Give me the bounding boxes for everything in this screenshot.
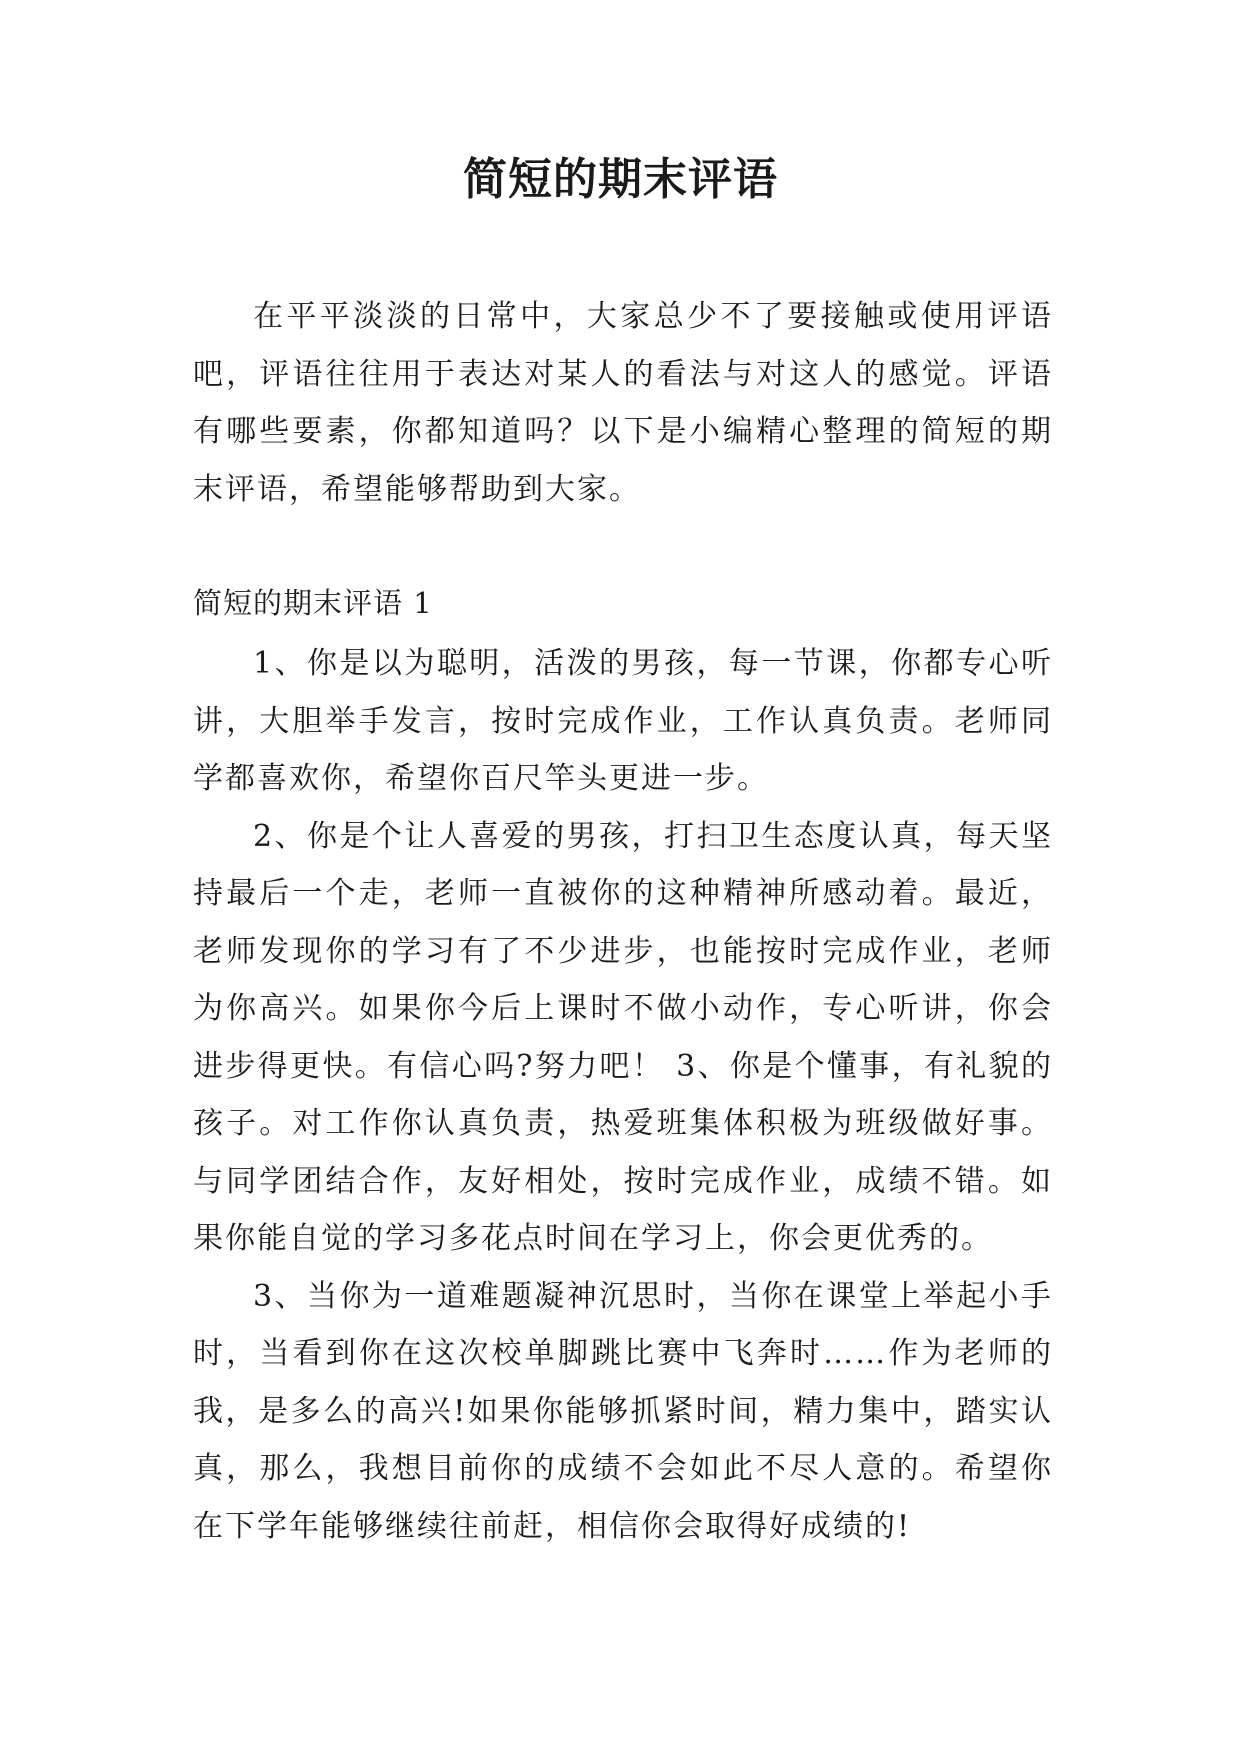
comment-paragraph-3: 3、当你为一道难题凝神沉思时，当你在课堂上举起小手时，当看到你在这次校单脚跳比赛中飞奔时……作为老师的我，是多么的高兴!如果你能够抓紧时间，精力集中，踏实认真，那么，我想目前你的成绩不会如此不尽人意的。希望你在下学年能够继续往前赶，相信你会取得好成绩的! xyxy=(193,1278,1053,1544)
comment-paragraph-2: 2、你是个让人喜爱的男孩，打扫卫生态度认真，每天坚持最后一个走，老师一直被你的这种精神所感动着。最近，老师发现你的学习有了不少进步，也能按时完成作业，老师为你高兴。如果你今后上课时不做小动作，专心听讲，你会进步得更快。有信心吗?努力吧！ 3、你是个懂事，有礼貌的孩子。对工作你认真负责，热爱班集体积极为班级做好事。与同学团结合作，友好相处，按时完成作业，成绩不错。如果你能自觉的学习多花点时间在学习上，你会更优秀的。 xyxy=(193,818,1053,1256)
spacer xyxy=(193,518,1053,575)
document-title: 简短的期末评语 xyxy=(463,154,778,205)
comment-paragraph-1: 1、你是以为聪明，活泼的男孩，每一节课，你都专心听讲，大胆举手发言，按时完成作业，工作认真负责。老师同学都喜欢你，希望你百尺竿头更进一步。 xyxy=(193,646,1053,796)
intro-paragraph: 在平平淡淡的日常中，大家总少不了要接触或使用评语吧，评语往往用于表达对某人的看法与对这人的感觉。评语有哪些要素，你都知道吗？以下是小编精心整理的简短的期末评语，希望能够帮助到大家。 xyxy=(193,299,1053,507)
section-heading: 简短的期末评语 1 xyxy=(193,586,433,620)
document-body xyxy=(193,288,1053,1555)
